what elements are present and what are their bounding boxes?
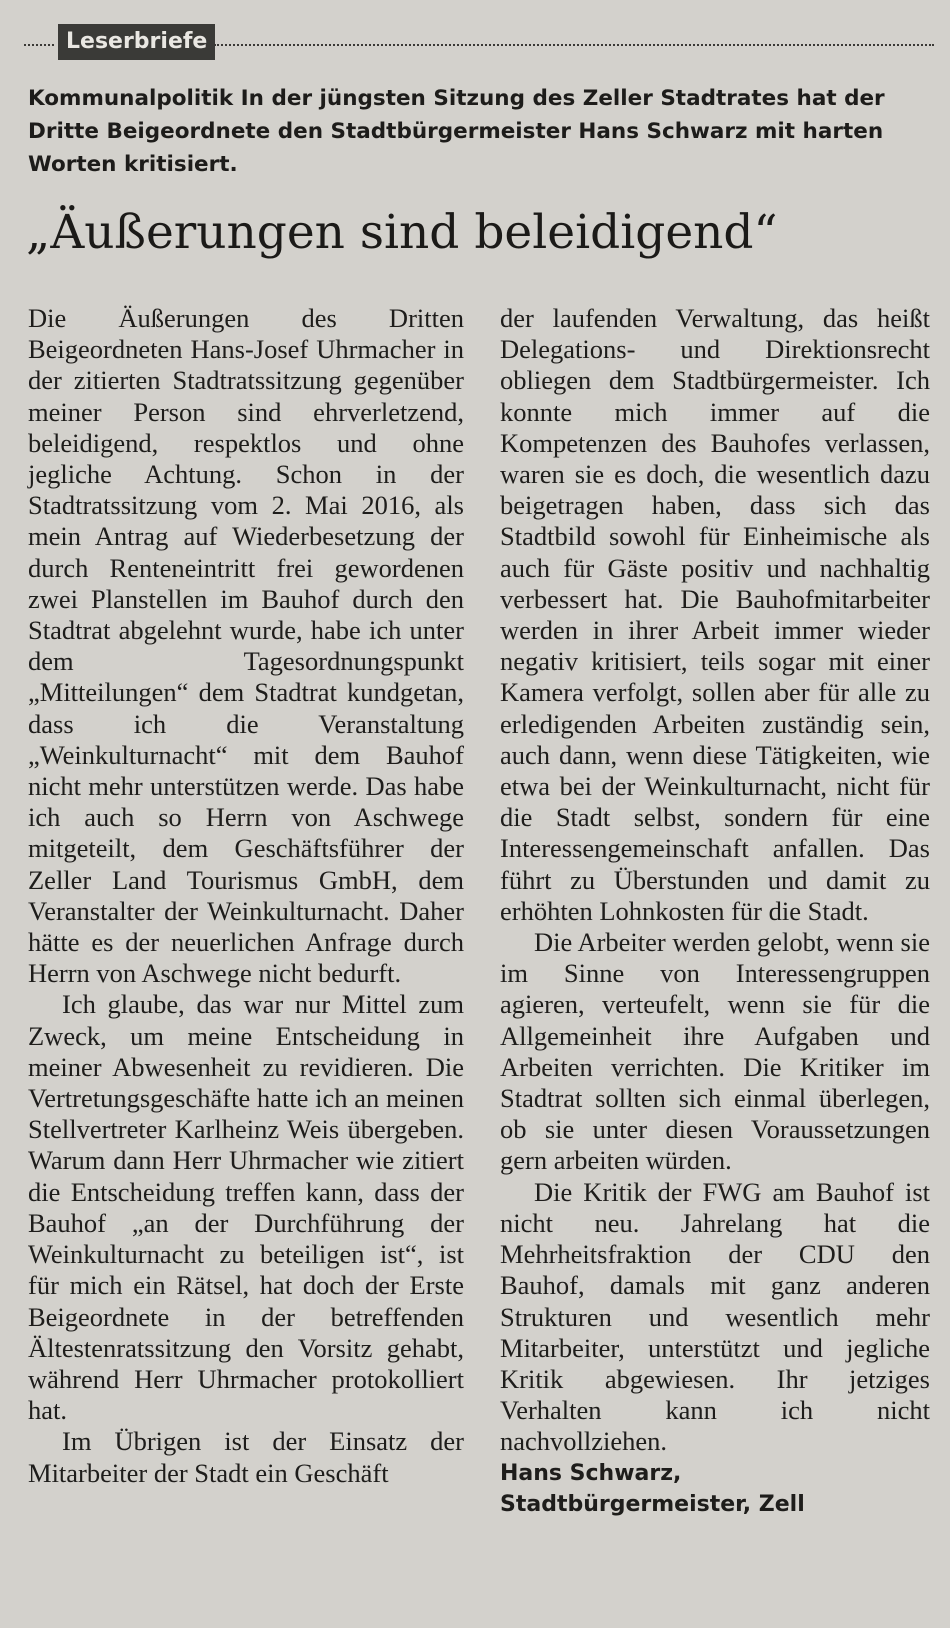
signature-role: Stadtbürgermeister, Zell [500,1491,805,1517]
article-column-right [500,303,930,1520]
signature-name: Hans Schwarz, [500,1460,682,1486]
paragraph: Die Äußerungen des Dritten Beigeordneten Hans-Josef Uhrmacher in der zitierten Stadtratssitzung gegenüber meiner Person sind ehrverletzend, beleidigend, respektlos und ohne jegliche Achtung. Schon in der Stadtratssitzung vom 2. Mai 2016, als mein Antrag auf Wiederbesetzung der durch Renteneintritt frei gewordenen zwei Planstellen im Bauhof durch den Stadtrat abgelehnt wurde, habe ich unter dem Tagesordnungspunkt „Mitteilungen“ dem Stadtrat kundgetan, dass ich die Veranstaltung „Weinkulturnacht“ mit dem Bauhof nicht mehr unterstützen werde. Das habe ich auch so Herrn von Aschwege mitgeteilt, dem Geschäftsführer der Zeller Land Tourismus GmbH, dem Veranstalter der Weinkulturnacht. Daher hätte es der neuerlichen Anfrage durch Herrn von Aschwege nicht bedurft. [28,303,464,989]
paragraph: Ich glaube, das war nur Mittel zum Zweck, um meine Entscheidung in meiner Abwesenheit zu revidieren. Die Vertretungsgeschäfte hatte ich an meinen Stellvertreter Karlheinz Weis übergeben. Warum dann Herr Uhrmacher wie zitiert die Entscheidung treffen kann, dass der Bauhof „an der Durchführung der Weinkulturnacht zu beteiligen ist“, ist für mich ein Rätsel, hat doch der Erste Beigeordnete in der betreffenden Ältestenratssitzung den Vorsitz gehabt, während Herr Uhrmacher protokolliert hat. [28,989,464,1426]
section-label: Leserbriefe [58,24,215,60]
paragraph: Die Kritik der FWG am Bauhof ist nicht neu. Jahrelang hat die Mehrheitsfraktion der CDU den Bauhof, damals mit ganz anderen Strukturen und wesentlich mehr Mitarbeiter, unterstützt und jegliche Kritik abgewiesen. Ihr jetziges Verhalten kann ich nicht nachvollziehen. [500,1176,930,1457]
paragraph: Im Übrigen ist der Einsatz der Mitarbeiter der Stadt ein Geschäft [28,1426,464,1488]
dotted-rule-right [214,44,934,46]
dotted-rule-left [24,44,54,46]
paragraph: der laufenden Verwaltung, das heißt Delegations- und Direktionsrecht obliegen dem Stadtbürgermeister. Ich konnte mich immer auf die Kompetenzen des Bauhofes verlassen, waren sie es doch, die wesentlich dazu beigetragen haben, dass sich das Stadtbild sowohl für Einheimische als auch für Gäste positiv und nachhaltig verbessert hat. Die Bauhofmitarbeiter werden in ihrer Arbeit immer wieder negativ kritisiert, teils sogar mit einer Kamera verfolgt, sollen aber für alle zu erledigenden Arbeiten zuständig sein, auch dann, wenn diese Tätigkeiten, wie etwa bei der Weinkulturnacht, nicht für die Stadt selbst, sondern für eine Interessengemeinschaft anfallen. Das führt zu Überstunden und damit zu erhöhten Lohnkosten für die Stadt. [500,303,930,926]
teaser-text: Kommunalpolitik In der jüngsten Sitzung des Zeller Stadtrates hat der Dritte Beigeordnete den Stadtbürgermeister Hans Schwarz mit harten Worten kritisiert. [28,86,885,177]
section-header [24,24,934,64]
headline: „Äußerungen sind beleidigend“ [26,205,778,260]
article-column-left [28,303,464,1489]
paragraph: Die Arbeiter werden gelobt, wenn sie im Sinne von Interessengruppen agieren, verteufelt, wenn sie für die Allgemeinheit ihre Aufgaben und Arbeiten verrichten. Die Kritiker im Stadtrat sollten sich einmal überlegen, ob sie unter diesen Voraussetzungen gern arbeiten würden. [500,927,930,1176]
